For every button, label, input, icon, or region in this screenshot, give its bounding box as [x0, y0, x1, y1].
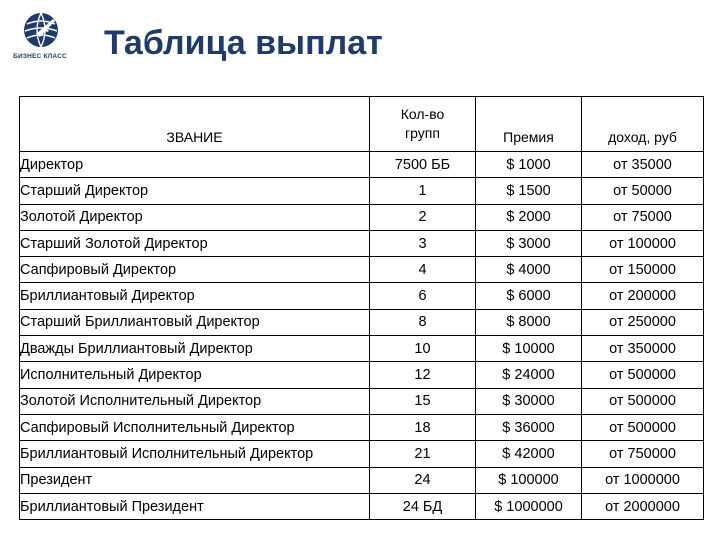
group-count-cell: 3	[370, 230, 476, 256]
table-row	[20, 388, 704, 414]
income-cell: от 200000	[582, 283, 704, 309]
rank-cell: Исполнительный Директор	[20, 362, 370, 388]
income-cell: от 150000	[582, 257, 704, 283]
bonus-cell: $ 36000	[476, 414, 582, 440]
bonus-cell: $ 4000	[476, 257, 582, 283]
table-row	[20, 441, 704, 467]
rank-cell: Бриллиантовый Президент	[20, 493, 370, 519]
header-count-line2: групп	[405, 125, 440, 141]
bonus-cell: $ 42000	[476, 441, 582, 467]
income-cell: от 750000	[582, 441, 704, 467]
logo-text: БИЗНЕС КЛАСС	[13, 53, 67, 60]
rank-cell: Золотой Директор	[20, 204, 370, 230]
group-count-cell: 4	[370, 257, 476, 283]
rank-cell: Сапфировый Исполнительный Директор	[20, 414, 370, 440]
company-logo	[4, 10, 76, 66]
income-cell: от 250000	[582, 309, 704, 335]
income-cell: от 35000	[582, 152, 704, 178]
income-cell: от 50000	[582, 178, 704, 204]
header-income: доход, руб	[582, 97, 704, 152]
income-cell: от 350000	[582, 336, 704, 362]
bonus-cell: $ 8000	[476, 309, 582, 335]
rank-cell: Старший Бриллиантовый Директор	[20, 309, 370, 335]
rank-cell: Президент	[20, 467, 370, 493]
table-row	[20, 336, 704, 362]
group-count-cell: 8	[370, 309, 476, 335]
bonus-cell: $ 24000	[476, 362, 582, 388]
table-row	[20, 257, 704, 283]
group-count-cell: 18	[370, 414, 476, 440]
header-bonus: Премия	[476, 97, 582, 152]
group-count-cell: 15	[370, 388, 476, 414]
group-count-cell: 1	[370, 178, 476, 204]
group-count-cell: 10	[370, 336, 476, 362]
table-row	[20, 230, 704, 256]
rank-cell: Золотой Исполнительный Директор	[20, 388, 370, 414]
income-cell: от 500000	[582, 388, 704, 414]
table-row	[20, 178, 704, 204]
table-row	[20, 283, 704, 309]
group-count-cell: 7500 ББ	[370, 152, 476, 178]
rank-cell: Дважды Бриллиантовый Директор	[20, 336, 370, 362]
table-row	[20, 414, 704, 440]
group-count-cell: 2	[370, 204, 476, 230]
rank-cell: Сапфировый Директор	[20, 257, 370, 283]
payout-table	[19, 96, 704, 520]
table-row	[20, 204, 704, 230]
income-cell: от 500000	[582, 414, 704, 440]
table-header-row	[20, 97, 704, 152]
bonus-cell: $ 1000000	[476, 493, 582, 519]
group-count-cell: 21	[370, 441, 476, 467]
bonus-cell: $ 30000	[476, 388, 582, 414]
rank-cell: Старший Директор	[20, 178, 370, 204]
group-count-cell: 24 БД	[370, 493, 476, 519]
header-rank: ЗВАНИЕ	[20, 97, 370, 152]
income-cell: от 75000	[582, 204, 704, 230]
group-count-cell: 24	[370, 467, 476, 493]
bonus-cell: $ 3000	[476, 230, 582, 256]
header-count-line1: Кол-во	[400, 106, 445, 123]
table-row	[20, 309, 704, 335]
bonus-cell: $ 1500	[476, 178, 582, 204]
globe-plane-icon	[22, 10, 60, 50]
income-cell: от 1000000	[582, 467, 704, 493]
bonus-cell: $ 6000	[476, 283, 582, 309]
table-row	[20, 152, 704, 178]
table-row	[20, 362, 704, 388]
table-row	[20, 493, 704, 519]
bonus-cell: $ 1000	[476, 152, 582, 178]
rank-cell: Старший Золотой Директор	[20, 230, 370, 256]
page-title: Таблица выплат	[104, 24, 383, 62]
rank-cell: Бриллиантовый Директор	[20, 283, 370, 309]
bonus-cell: $ 10000	[476, 336, 582, 362]
bonus-cell: $ 100000	[476, 467, 582, 493]
group-count-cell: 12	[370, 362, 476, 388]
income-cell: от 2000000	[582, 493, 704, 519]
group-count-cell: 6	[370, 283, 476, 309]
table-row	[20, 467, 704, 493]
rank-cell: Бриллиантовый Исполнительный Директор	[20, 441, 370, 467]
header-group-count	[370, 97, 476, 152]
rank-cell: Директор	[20, 152, 370, 178]
bonus-cell: $ 2000	[476, 204, 582, 230]
income-cell: от 100000	[582, 230, 704, 256]
income-cell: от 500000	[582, 362, 704, 388]
